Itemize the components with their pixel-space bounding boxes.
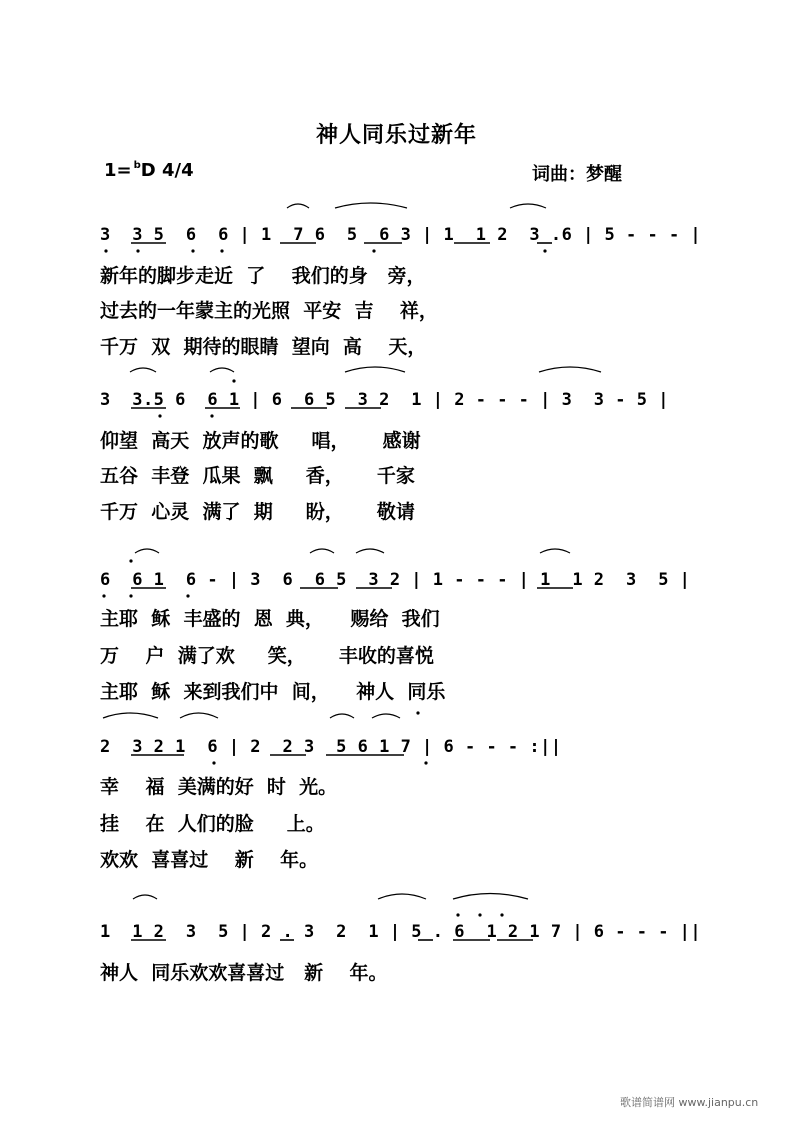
octave-dot	[104, 249, 107, 252]
lyric-line: 欢欢 喜喜过 新 年。	[100, 849, 319, 871]
octave-dot	[129, 594, 132, 597]
lyric-line: 仰望 高天 放声的歌 唱， 感谢	[100, 430, 421, 452]
slur-mark	[453, 894, 528, 900]
credit-label: 词曲：梦醒	[532, 164, 622, 185]
slur-mark	[330, 714, 354, 718]
slur-mark	[378, 894, 426, 899]
lyric-line: 五谷 丰登 瓜果 飘 香， 千家	[100, 465, 415, 487]
slur-mark	[133, 895, 157, 899]
octave-dot	[543, 249, 546, 252]
slur-mark	[345, 367, 405, 372]
notes-row-4: 2 3 2 1 6 | 2 2 3 5 6 1 7 | 6 - - - :||	[100, 737, 562, 757]
octave-dot	[212, 761, 215, 764]
octave-dot	[102, 594, 105, 597]
octave-dot	[424, 761, 427, 764]
flat-sign: b	[133, 160, 141, 171]
lyric-line: 幸 福 美满的好 时 光。	[100, 776, 338, 798]
key-label: 1=	[104, 160, 132, 181]
slur-mark	[310, 549, 334, 553]
notes-row-1: 3 3 5 6 6 | 1 7 6 5 6 3 | 1 1 2 3 .6 | 5 - - - |	[100, 225, 702, 245]
octave-dot	[416, 711, 419, 714]
lyric-line: 主耶 稣 来到我们中 间， 神人 同乐	[100, 681, 446, 703]
octave-dot	[456, 913, 459, 916]
lyric-line: 主耶 稣 丰盛的 恩 典， 赐给 我们	[100, 608, 440, 630]
slur-mark	[103, 713, 158, 718]
slur-mark	[356, 549, 384, 553]
song-title: 神人同乐过新年	[315, 123, 477, 148]
octave-dot	[210, 414, 213, 417]
octave-dot	[186, 594, 189, 597]
slur-mark	[180, 713, 218, 718]
slur-mark	[540, 549, 570, 553]
lyric-line: 新年的脚步走近 了 我们的身 旁，	[100, 265, 426, 287]
octave-dot	[232, 379, 235, 382]
slur-mark	[510, 204, 546, 208]
slur-mark	[130, 368, 156, 372]
key-signature	[104, 160, 194, 181]
lyric-line: 千万 心灵 满了 期 盼， 敬请	[100, 501, 415, 523]
notes-row-5: 1 1 2 3 5 | 2 . 3 2 1 | 5 . 6 1 2 1 7 | 6 - - - ||	[100, 922, 702, 942]
lyric-line: 过去的一年蒙主的光照 平安 吉 祥，	[100, 300, 438, 322]
octave-dot	[372, 249, 375, 252]
lyric-line: 万 户 满了欢 笑， 丰收的喜悦	[100, 645, 434, 667]
slur-mark	[210, 368, 234, 372]
key-meter: D 4/4	[140, 160, 194, 181]
octave-dot	[191, 249, 194, 252]
slur-mark	[372, 714, 400, 718]
lyric-line: 挂 在 人们的脸 上。	[100, 813, 325, 835]
octave-dot	[136, 249, 139, 252]
lyric-line: 千万 双 期待的眼睛 望向 高 天，	[100, 336, 427, 358]
notes-row-3: 6 6 1 6 - | 3 6 6 5 3 2 | 1 - - - | 1 1 2 3 5 |	[100, 570, 691, 590]
octave-dot	[129, 559, 132, 562]
octave-dot	[220, 249, 223, 252]
lyric-line: 神人 同乐欢欢喜喜过 新 年。	[100, 962, 388, 984]
slur-mark	[539, 367, 601, 372]
slur-mark	[335, 203, 407, 208]
notes-row-2: 3 3.5 6 6 1 | 6 6 5 3 2 1 | 2 - - - | 3 3 - 5 |	[100, 390, 669, 410]
site-watermark: 歌谱简谱网 www.jianpu.cn	[620, 1096, 759, 1109]
octave-dot	[478, 913, 481, 916]
slur-mark	[287, 204, 309, 208]
octave-dot	[500, 913, 503, 916]
slur-mark	[135, 549, 159, 553]
octave-dot	[158, 414, 161, 417]
